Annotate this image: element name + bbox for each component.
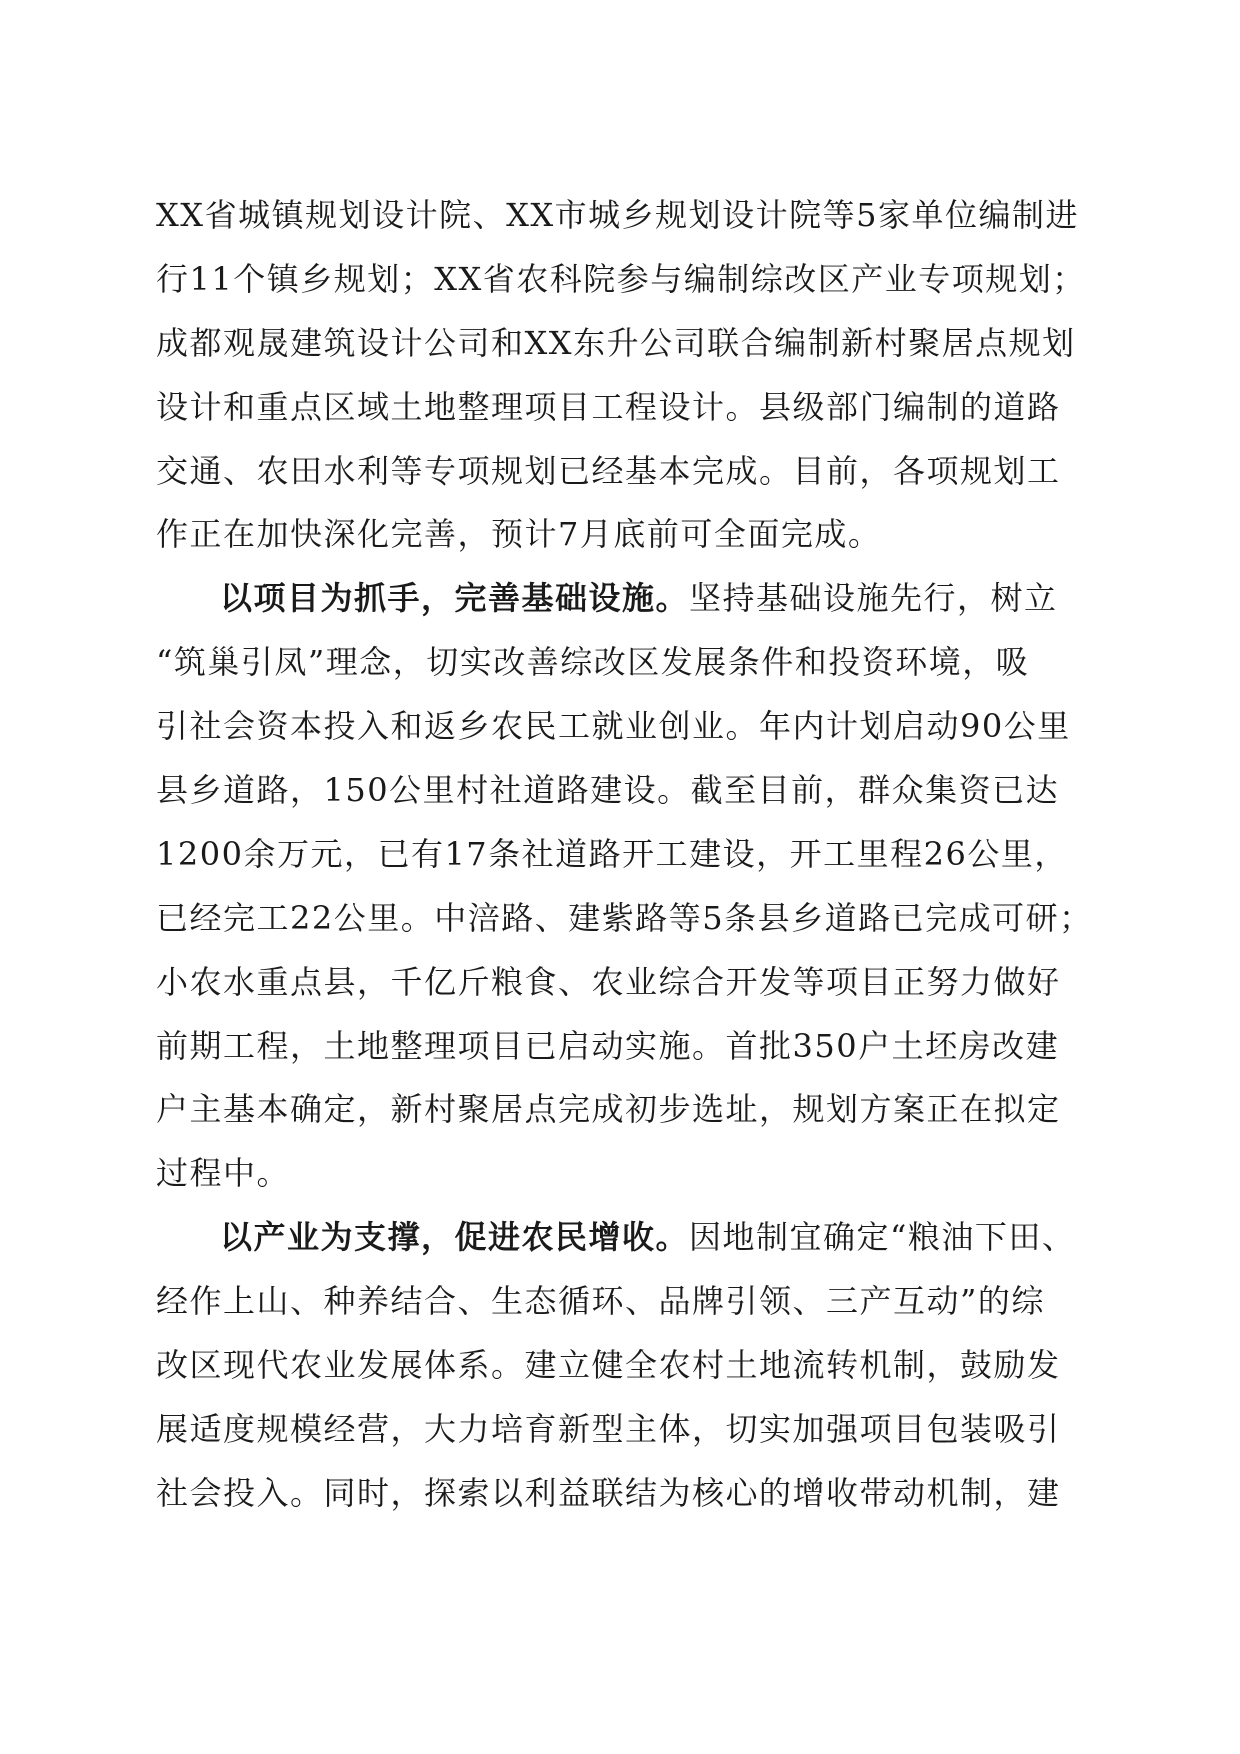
text-line: XX省城镇规划设计院、XX市城乡规划设计院等5家单位编制进 xyxy=(156,196,1079,234)
text-line: 成都观晟建筑设计公司和XX东升公司联合编制新村聚居点规划 xyxy=(156,323,1076,362)
text-line: 经作上山、种养结合、生态循环、品牌引领、三产互动”的综 xyxy=(156,1282,1045,1321)
text-line: 前期工程，土地整理项目已启动实施。首批350户土坯房改建 xyxy=(156,1026,1060,1065)
text-line-rest: 坚持基础设施先行，树立 xyxy=(689,579,1058,618)
text-line: 过程中。 xyxy=(156,1154,291,1193)
section-lead-heading: 以产业为支撑，促进农民增收。 xyxy=(220,1218,690,1257)
paragraph-infrastructure xyxy=(156,567,1093,1206)
text-line: 展适度规模经营，大力培育新型主体，切实加强项目包装吸引 xyxy=(156,1409,1061,1448)
text-line-first xyxy=(156,1206,1086,1270)
text-line: 县乡道路，150公里村社道路建设。截至目前，群众集资已达 xyxy=(156,771,1060,810)
text-line: 设计和重点区域土地整理项目工程设计。县级部门编制的道路 xyxy=(156,387,1061,426)
paragraph-industry xyxy=(156,1206,1086,1525)
document-body xyxy=(156,184,1093,1526)
text-line-first xyxy=(156,567,1086,631)
text-line: 已经完工22公里。中涪路、建紫路等5条县乡道路已完成可研； xyxy=(156,898,1093,937)
text-line: 交通、农田水利等专项规划已经基本完成。目前，各项规划工 xyxy=(156,451,1061,490)
section-lead-heading: 以项目为抓手，完善基础设施。 xyxy=(220,579,690,618)
text-line: 户主基本确定，新村聚居点完成初步选址，规划方案正在拟定 xyxy=(156,1090,1061,1129)
text-line: 引社会资本投入和返乡农民工就业创业。年内计划启动90公里 xyxy=(156,707,1071,746)
text-line: 行11个镇乡规划；XX省农科院参与编制综改区产业专项规划； xyxy=(156,259,1086,298)
text-line: “筑巢引凤”理念，切实改善综改区发展条件和投资环境，吸 xyxy=(156,643,1030,682)
text-line: 作正在加快深化完善，预计7月底前可全面完成。 xyxy=(156,515,882,554)
text-line: 1200余万元，已有17条社道路开工建设，开工里程26公里， xyxy=(156,834,1068,873)
text-line-rest: 因地制宜确定“粮油下田、 xyxy=(689,1218,1076,1257)
text-line: 改区现代农业发展体系。建立健全农村土地流转机制，鼓励发 xyxy=(156,1346,1061,1385)
paragraph-planning-continuation xyxy=(156,184,1086,567)
text-line: 社会投入。同时，探索以利益联结为核心的增收带动机制，建 xyxy=(156,1473,1061,1512)
text-line: 小农水重点县，千亿斤粮食、农业综合开发等项目正努力做好 xyxy=(156,962,1061,1001)
